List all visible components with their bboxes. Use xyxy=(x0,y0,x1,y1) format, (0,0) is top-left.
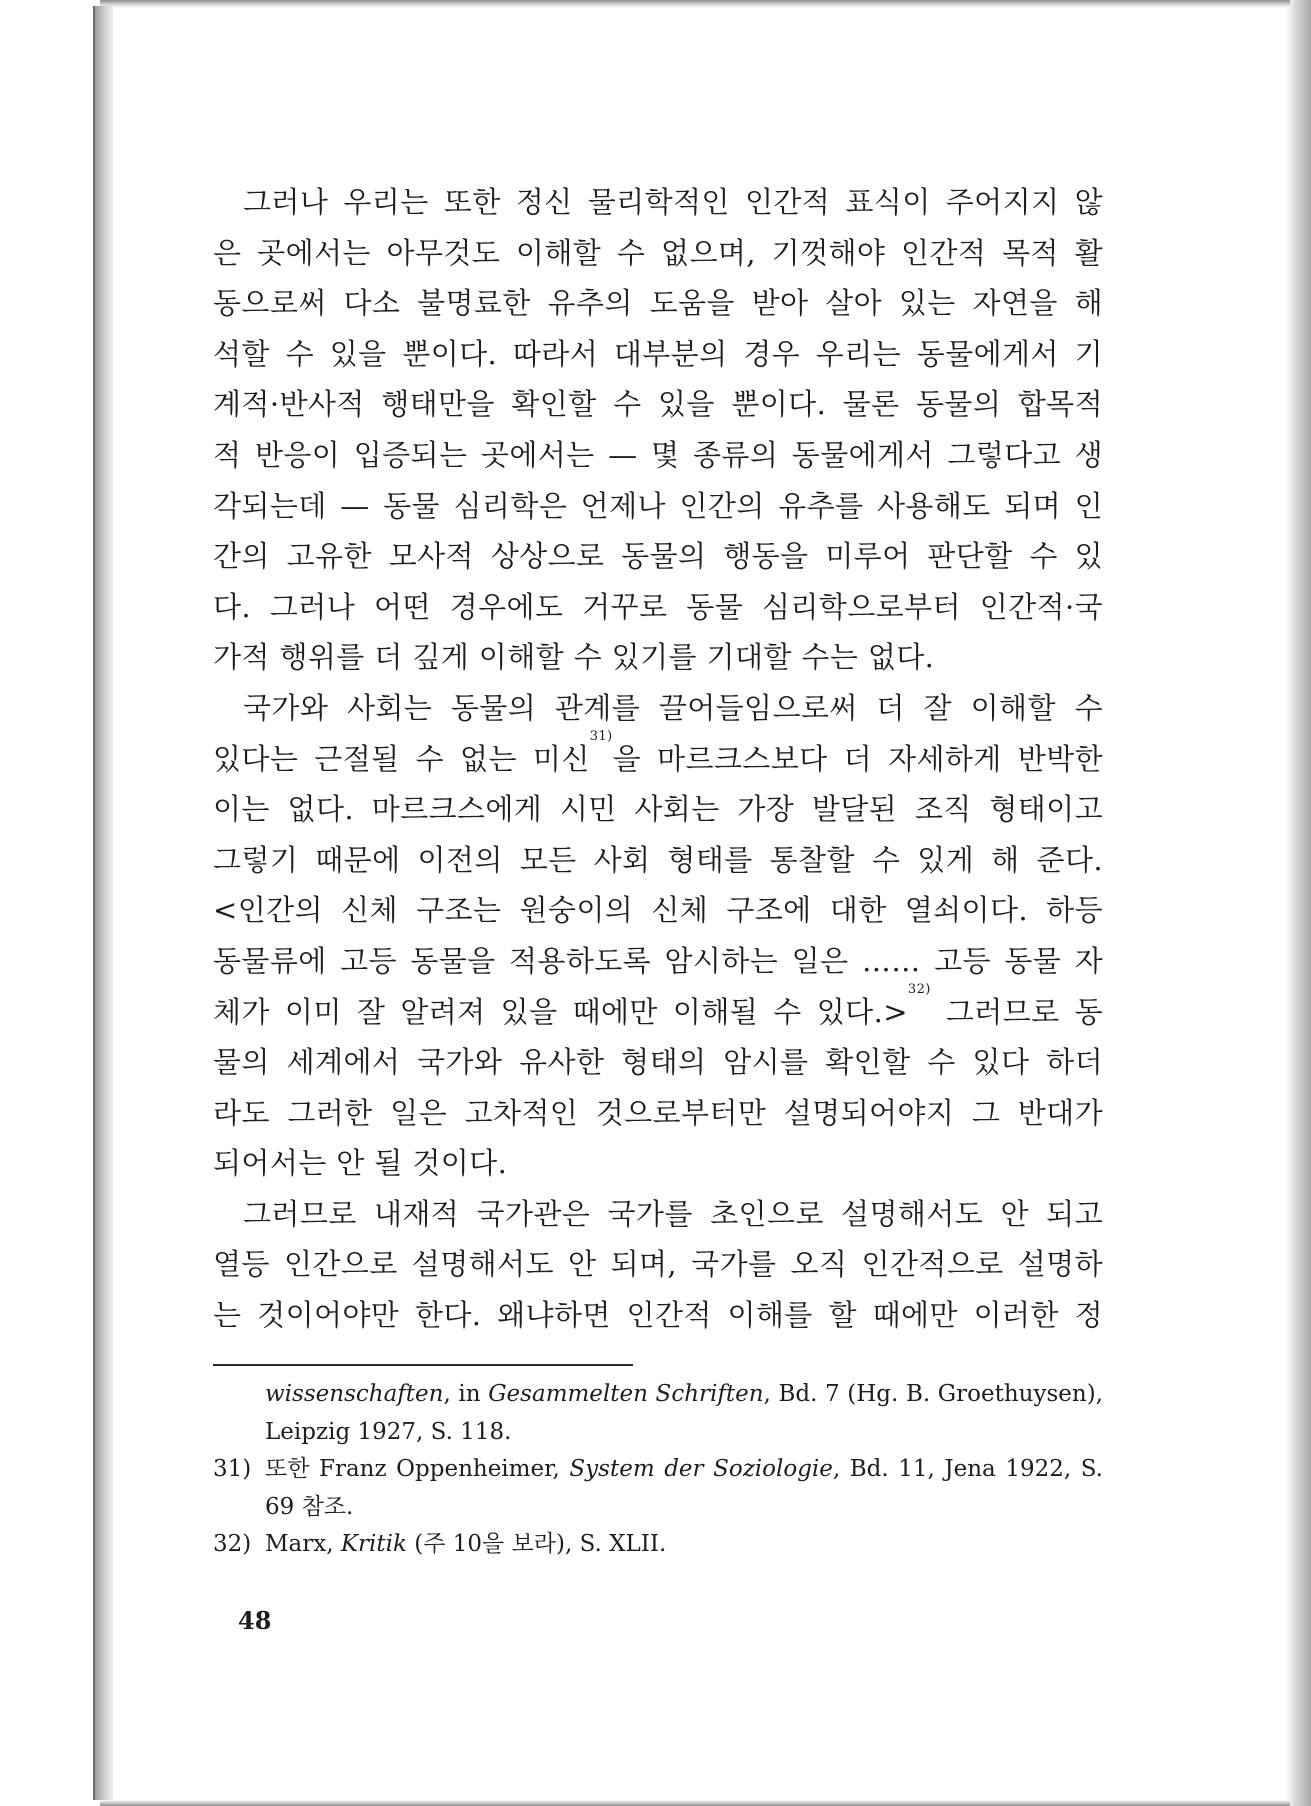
text-line: 그러나 우리는 또한 정신 물리학적인 인간적 표식이 주어지지 않 xyxy=(243,185,1103,219)
text-line: 계적·반사적 행태만을 확인할 수 있을 뿐이다. 물론 동물의 합목적 xyxy=(213,387,1103,422)
footnote-italic: wissenschaften xyxy=(265,1381,444,1407)
text-line: 물의 세계에서 국가와 유사한 형태의 암시를 확인할 수 있다 하더 xyxy=(213,1045,1103,1080)
text-line: 다. 그러나 어떤 경우에도 거꾸로 동물 심리학으로부터 인간적·국 xyxy=(213,589,1103,624)
footnote-text: , Bd. 11, Jena 1922, S. xyxy=(832,1456,1103,1483)
text-fragment: 있다는 근절될 수 없는 미신 xyxy=(213,741,590,776)
text-line xyxy=(213,981,1103,1038)
text-fragment: 그러므로 동 xyxy=(930,994,1103,1029)
footnote-text: 또한 Franz Oppenheimer, xyxy=(265,1456,570,1483)
text-line: 석할 수 있을 뿐이다. 따라서 대부분의 경우 우리는 동물에게서 기 xyxy=(213,336,1103,371)
page-number: 48 xyxy=(238,1606,272,1635)
text-line: 동으로써 다소 불명료한 유추의 도움을 받아 살아 있는 자연을 해 xyxy=(213,286,1103,321)
footnote-text: (주 10을 보라), S. XLII. xyxy=(406,1531,667,1558)
text-line: 는 것이어야만 한다. 왜냐하면 인간적 이해를 할 때에만 이러한 정 xyxy=(213,1298,1103,1333)
footnote-ref-31: 31) xyxy=(589,728,613,744)
footnote-text: , in xyxy=(443,1381,489,1407)
text-line: 가적 행위를 더 깊게 이해할 수 있기를 기대할 수는 없다. xyxy=(213,640,935,675)
text-line: 은 곳에서는 아무것도 이해할 수 없으며, 기껏해야 인간적 목적 활 xyxy=(213,235,1103,270)
footnote-text: , Bd. 7 (Hg. B. Groethuysen), xyxy=(763,1381,1103,1407)
text-line: 열등 인간으로 설명해서도 안 되며, 국가를 오직 인간적으로 설명하 xyxy=(213,1247,1103,1282)
text-line: <인간의 신체 구조는 원숭이의 신체 구조에 대한 열쇠이다. 하등 xyxy=(213,893,1103,928)
book-shadow xyxy=(1285,0,1311,1806)
text-fragment: 을 마르크스보다 더 자세하게 반박한 xyxy=(612,741,1104,776)
page-edge-top xyxy=(100,0,1290,8)
footnote-ref-32: 32) xyxy=(907,981,931,997)
footnotes xyxy=(213,1376,1103,1564)
text-line: 동물류에 고등 동물을 적용하도록 암시하는 일은 …… 고등 동물 자 xyxy=(213,943,1103,978)
text-fragment: 체가 이미 잘 알려져 있을 때에만 이해될 수 있다.> xyxy=(213,994,908,1029)
footnote-continued xyxy=(213,1376,1103,1414)
text-line: 되어서는 안 될 것이다. xyxy=(213,1146,508,1181)
footnote-continued-line: Leipzig 1927, S. 118. xyxy=(265,1418,512,1445)
footnote-italic: Gesammelten Schriften xyxy=(488,1381,764,1407)
text-line xyxy=(213,728,1104,785)
footnote-italic: System der Soziologie xyxy=(569,1456,833,1483)
footnote-number: 31) xyxy=(213,1456,252,1483)
footnote-31 xyxy=(213,1451,1103,1489)
text-line: 이는 없다. 마르크스에게 시민 사회는 가장 발달된 조직 형태이고 xyxy=(213,792,1103,827)
page-edge-bottom xyxy=(100,1800,1290,1806)
text-line: 국가와 사회는 동물의 관계를 끌어들임으로써 더 잘 이해할 수 xyxy=(243,690,1103,725)
footnote-text: Marx, xyxy=(265,1531,341,1558)
page-edge-left xyxy=(93,6,113,1800)
main-text xyxy=(213,177,1103,1341)
footnote-31-line: 69 참조. xyxy=(265,1493,354,1520)
text-line: 적 반응이 입증되는 곳에서는 — 몇 종류의 동물에게서 그렇다고 생 xyxy=(213,437,1103,472)
text-line: 라도 그러한 일은 고차적인 것으로부터만 설명되어야지 그 반대가 xyxy=(213,1095,1103,1130)
footnote-italic: Kritik xyxy=(340,1531,407,1558)
text-line: 그렇기 때문에 이전의 모든 사회 형태를 통찰할 수 있게 해 준다. xyxy=(213,842,1103,877)
footnote-32 xyxy=(213,1526,1103,1564)
text-line: 각되는데 — 동물 심리학은 언제나 인간의 유추를 사용해도 되며 인 xyxy=(213,488,1103,523)
text-line: 그러므로 내재적 국가관은 국가를 초인으로 설명해서도 안 되고 xyxy=(243,1196,1103,1231)
footnote-number: 32) xyxy=(213,1531,252,1558)
text-line: 간의 고유한 모사적 상상으로 동물의 행동을 미루어 판단할 수 있 xyxy=(213,539,1103,574)
footnote-divider xyxy=(213,1364,633,1366)
